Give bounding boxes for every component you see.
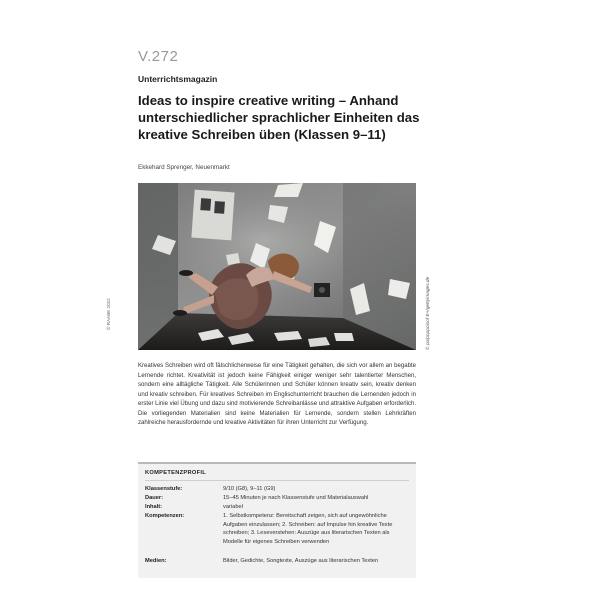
kicker: Unterrichtsmagazin (138, 74, 218, 84)
copyright-notice: © RAABE 2022 (106, 298, 111, 330)
profile-divider (145, 480, 409, 481)
photo-credit: © pulpoppoisof E+/gettyimages.de (426, 276, 431, 350)
profile-row-label: Klassenstufe: (145, 486, 183, 492)
cover-photo (138, 183, 416, 350)
profile-row-label: Dauer: (145, 495, 164, 501)
intro-paragraph: Kreatives Schreiben wird oft fälschlicherweise für eine Tätigkeit gehalten, die sich vor allem an begabte Lernende richtet. Kreativität ist jedoch keine Fähigkeit einiger weniger sehr talentierter Menschen, sondern eine alltägliche Tätigkeit. Alle Schülerinnen und Schüler können kreativ sein, kreativ denken und kreativ schreiben. Für kreatives Schreiben im Englischunterricht brauchen die Lernenden jedoch in erster Linie viel Übung und dazu sind motivierende Schreibanlässe und attraktive Aufgaben erforderlich. Die vorliegenden Materialien sind keine Materialien für Lernende, sondern stellen Lehrkräften zahlreiche herausfordernde und kreative Aktivitäten für ihren Unterricht zur Verfügung. (138, 363, 416, 427)
profile-row-label: Medien: (145, 558, 167, 564)
page-title: Ideas to inspire creative writing – Anhand unterschiedlicher sprachlicher Einheiten das kreative Schreiben üben (Klassen 9–11) (138, 93, 420, 142)
profile-row-value: 1. Selbstkompetenz: Bereitschaft zeigen, sich auf ungewöhnliche Aufgaben einzulassen; 2. Schreiben: auf Impulse hin kreative Texte schreiben; 3. Leseverstehen: Auszüge aus literarischen Texten als Modelle für eigenes Schreiben verwenden (223, 513, 393, 545)
profile-row-value: variabel (223, 504, 243, 510)
profile-row-label: Kompetenzen: (145, 513, 185, 519)
profile-title: KOMPETENZPROFIL (145, 470, 207, 476)
profile-row-value: Bilder, Gedichte, Songtexte, Auszüge aus literarischen Texten (223, 558, 379, 564)
profile-row-value: 15–45 Minuten je nach Klassenstufe und Materialauswahl (223, 495, 369, 501)
competence-profile (138, 462, 416, 578)
profile-row-value: 9/10 (G8), 9–11 (G9) (223, 486, 276, 492)
author-line: Ekkehard Sprenger, Neuenmarkt (138, 164, 230, 171)
volume-number: V.272 (138, 48, 179, 65)
profile-top-bar (138, 462, 416, 464)
profile-row-label: Inhalt: (145, 504, 163, 510)
